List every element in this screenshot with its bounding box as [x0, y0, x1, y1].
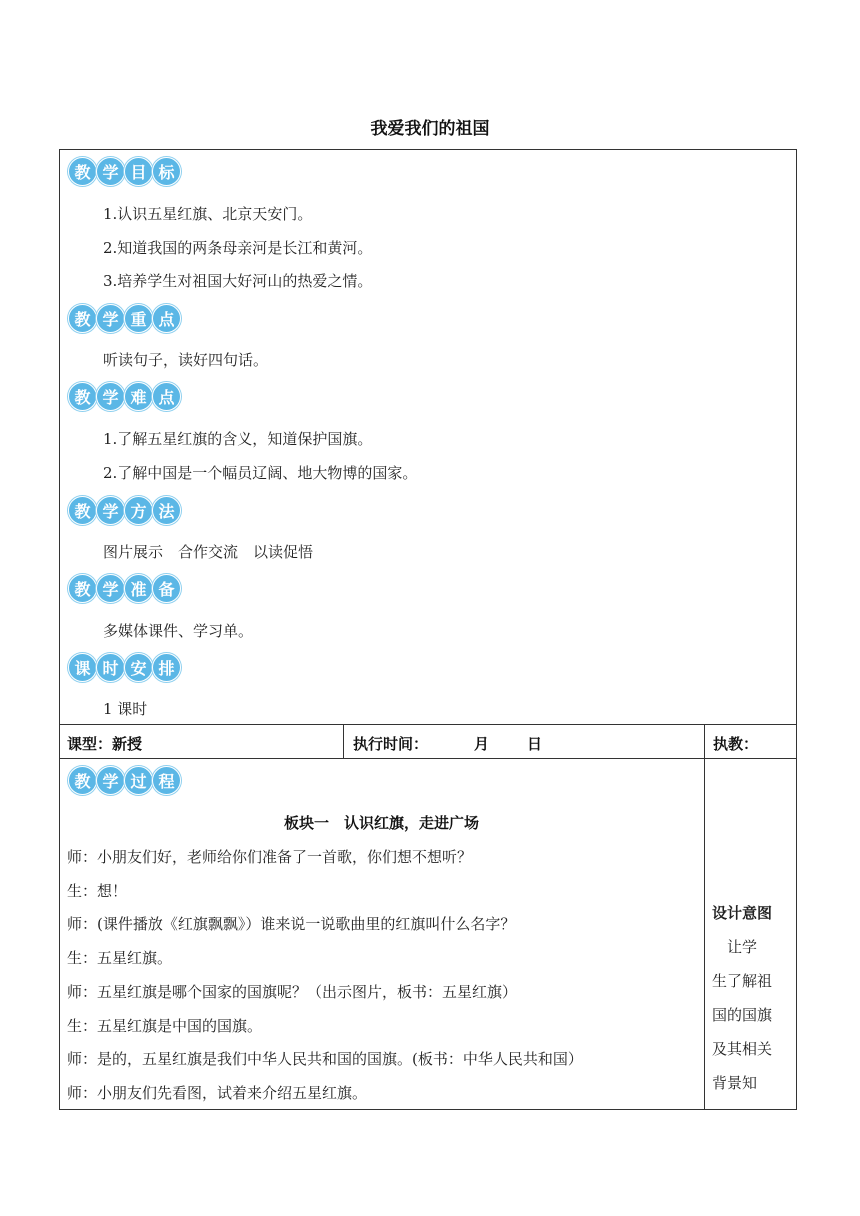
preparation-line: 多媒体课件、学习单。 — [103, 622, 254, 640]
badge-difficulties — [68, 382, 180, 412]
page-title: 我爱我们的祖国 — [370, 119, 490, 139]
badge-char: 难 — [124, 382, 153, 411]
badge-char: 点 — [152, 382, 181, 411]
row-divider — [59, 758, 797, 759]
badge-char: 教 — [68, 766, 97, 795]
badge-char: 程 — [152, 766, 181, 795]
badge-char: 学 — [96, 574, 125, 603]
goal-line: 1.认识五星红旗、北京天安门。 — [103, 205, 313, 223]
row-divider — [59, 724, 797, 725]
badge-char: 教 — [68, 382, 97, 411]
dialogue-line: 生：想！ — [67, 882, 128, 900]
badge-char: 标 — [152, 157, 181, 186]
badge-schedule — [68, 653, 180, 683]
badge-teaching-goals — [68, 157, 180, 187]
badge-char: 学 — [96, 766, 125, 795]
col-divider — [704, 724, 705, 1110]
badge-char: 准 — [124, 574, 153, 603]
badge-char: 点 — [152, 304, 181, 333]
badge-char: 教 — [68, 304, 97, 333]
badge-char: 教 — [68, 496, 97, 525]
design-intent-line: 生了解祖 — [712, 972, 773, 990]
badge-methods — [68, 496, 180, 526]
goal-line: 2.知道我国的两条母亲河是长江和黄河。 — [103, 239, 373, 257]
teacher-label: 执教： — [713, 735, 759, 753]
dialogue-line: 生：五星红旗。 — [67, 949, 173, 967]
col-divider — [343, 724, 344, 758]
design-intent-line: 国的国旗 — [712, 1006, 773, 1024]
badge-char: 学 — [96, 496, 125, 525]
badge-char: 课 — [68, 653, 97, 682]
dialogue-line: 师：五星红旗是哪个国家的国旗呢？（出示图片，板书：五星红旗） — [67, 983, 518, 1001]
badge-char: 法 — [152, 496, 181, 525]
badge-char: 时 — [96, 653, 125, 682]
badge-char: 学 — [96, 304, 125, 333]
badge-char: 安 — [124, 653, 153, 682]
method-line: 图片展示 合作交流 以读促悟 — [103, 543, 314, 561]
goal-line: 3.培养学生对祖国大好河山的热爱之情。 — [103, 272, 373, 290]
design-intent-line: 背景知 — [712, 1074, 758, 1092]
badge-char: 教 — [68, 157, 97, 186]
dialogue-line: 生：五星红旗是中国的国旗。 — [67, 1017, 263, 1035]
badge-key-points — [68, 304, 180, 334]
design-intent-line: 及其相关 — [712, 1040, 773, 1058]
design-intent-line: 让学 — [712, 938, 758, 956]
design-intent-heading: 设计意图 — [712, 904, 773, 922]
badge-char: 重 — [124, 304, 153, 333]
badge-teaching-process — [68, 766, 180, 796]
dialogue-line: 师：是的，五星红旗是我们中华人民共和国的国旗。(板书：中华人民共和国） — [67, 1050, 583, 1068]
badge-char: 排 — [152, 653, 181, 682]
badge-preparation — [68, 574, 180, 604]
badge-char: 方 — [124, 496, 153, 525]
schedule-line: 1 课时 — [103, 700, 148, 718]
badge-char: 目 — [124, 157, 153, 186]
badge-char: 教 — [68, 574, 97, 603]
badge-char: 过 — [124, 766, 153, 795]
difficulty-line: 1.了解五星红旗的含义，知道保护国旗。 — [103, 430, 373, 448]
dialogue-line: 师：(课件播放《红旗飘飘》）谁来说一说歌曲里的红旗叫什么名字？ — [67, 915, 516, 933]
key-point-line: 听读句子，读好四句话。 — [103, 351, 269, 369]
dialogue-line: 师：小朋友们好，老师给你们准备了一首歌，你们想不想听？ — [67, 848, 473, 866]
exec-time-label: 执行时间： — [353, 735, 429, 753]
exec-day: 日 — [527, 735, 543, 753]
block-heading: 板块一 认识红旗，走进广场 — [283, 814, 479, 832]
badge-char: 学 — [96, 157, 125, 186]
lesson-type: 课型：新授 — [67, 735, 143, 753]
difficulty-line: 2.了解中国是一个幅员辽阔、地大物博的国家。 — [103, 464, 418, 482]
badge-char: 学 — [96, 382, 125, 411]
dialogue-line: 师：小朋友们先看图，试着来介绍五星红旗。 — [67, 1084, 368, 1102]
exec-month: 月 — [474, 735, 490, 753]
badge-char: 备 — [152, 574, 181, 603]
